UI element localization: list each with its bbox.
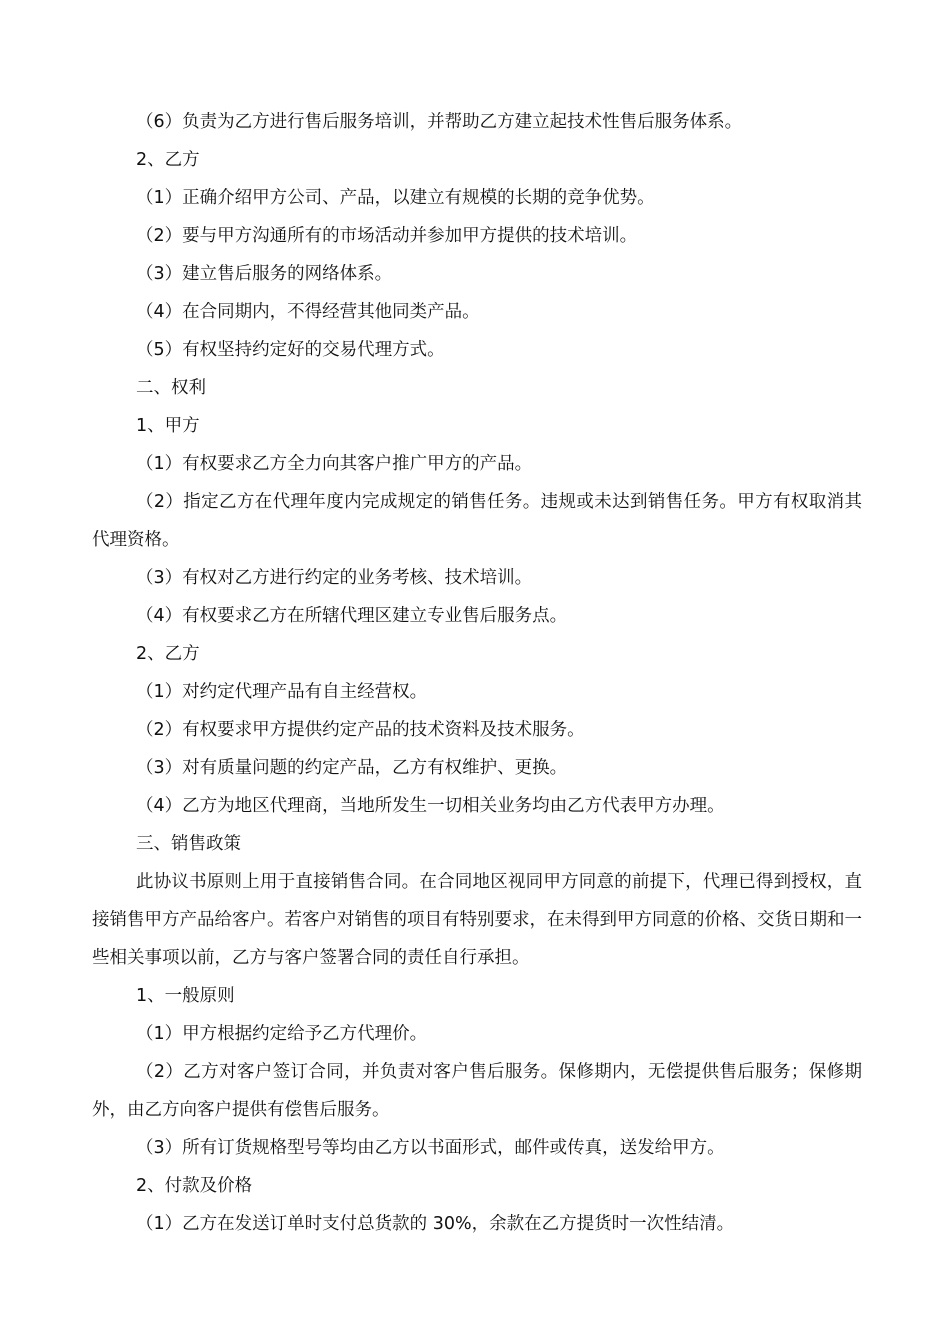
paragraph-3: （1）正确介绍甲方公司、产品，以建立有规模的长期的竞争优势。 <box>136 188 655 208</box>
paragraph-19: 三、销售政策 <box>136 834 241 854</box>
paragraph-18: （4）乙方为地区代理商，当地所发生一切相关业务均由乙方代表甲方办理。 <box>136 796 725 816</box>
paragraph-6: （4）在合同期内，不得经营其他同类产品。 <box>136 302 480 322</box>
paragraph-1: （6）负责为乙方进行售后服务培训，并帮助乙方建立起技术性售后服务体系。 <box>136 112 743 132</box>
paragraph-4: （2）要与甲方沟通所有的市场活动并参加甲方提供的技术培训。 <box>136 226 638 246</box>
paragraph-9: 1、甲方 <box>136 416 200 436</box>
paragraph-11: （2）指定乙方在代理年度内完成规定的销售任务。违规或未达到销售任务。甲方有权取消其代理资格。 <box>92 492 862 550</box>
paragraph-5: （3）建立售后服务的网络体系。 <box>136 264 393 284</box>
paragraph-25: 2、付款及价格 <box>136 1176 253 1196</box>
paragraph-26: （1）乙方在发送订单时支付总货款的 30%，余款在乙方提货时一次性结清。 <box>136 1214 735 1234</box>
paragraph-22: （1）甲方根据约定给予乙方代理价。 <box>136 1024 428 1044</box>
paragraph-14: 2、乙方 <box>136 644 200 664</box>
paragraph-21: 1、一般原则 <box>136 986 235 1006</box>
paragraph-15: （1）对约定代理产品有自主经营权。 <box>136 682 428 702</box>
paragraph-20: 此协议书原则上用于直接销售合同。在合同地区视同甲方同意的前提下，代理已得到授权，直接销售甲方产品给客户。若客户对销售的项目有特别要求，在未得到甲方同意的价格、交货日期和一些相关事项以前，乙方与客户签署合同的责任自行承担。 <box>92 872 862 968</box>
paragraph-10: （1）有权要求乙方全力向其客户推广甲方的产品。 <box>136 454 533 474</box>
paragraph-24: （3）所有订货规格型号等均由乙方以书面形式，邮件或传真，送发给甲方。 <box>136 1138 725 1158</box>
paragraph-16: （2）有权要求甲方提供约定产品的技术资料及技术服务。 <box>136 720 585 740</box>
document-body <box>92 103 862 1243</box>
paragraph-12: （3）有权对乙方进行约定的业务考核、技术培训。 <box>136 568 533 588</box>
paragraph-2: 2、乙方 <box>136 150 200 170</box>
paragraph-13: （4）有权要求乙方在所辖代理区建立专业售后服务点。 <box>136 606 568 626</box>
paragraph-23: （2）乙方对客户签订合同，并负责对客户售后服务。保修期内，无偿提供售后服务；保修期外，由乙方向客户提供有偿售后服务。 <box>92 1062 862 1120</box>
paragraph-8: 二、权利 <box>136 378 206 398</box>
paragraph-17: （3）对有质量问题的约定产品，乙方有权维护、更换。 <box>136 758 568 778</box>
paragraph-7: （5）有权坚持约定好的交易代理方式。 <box>136 340 445 360</box>
